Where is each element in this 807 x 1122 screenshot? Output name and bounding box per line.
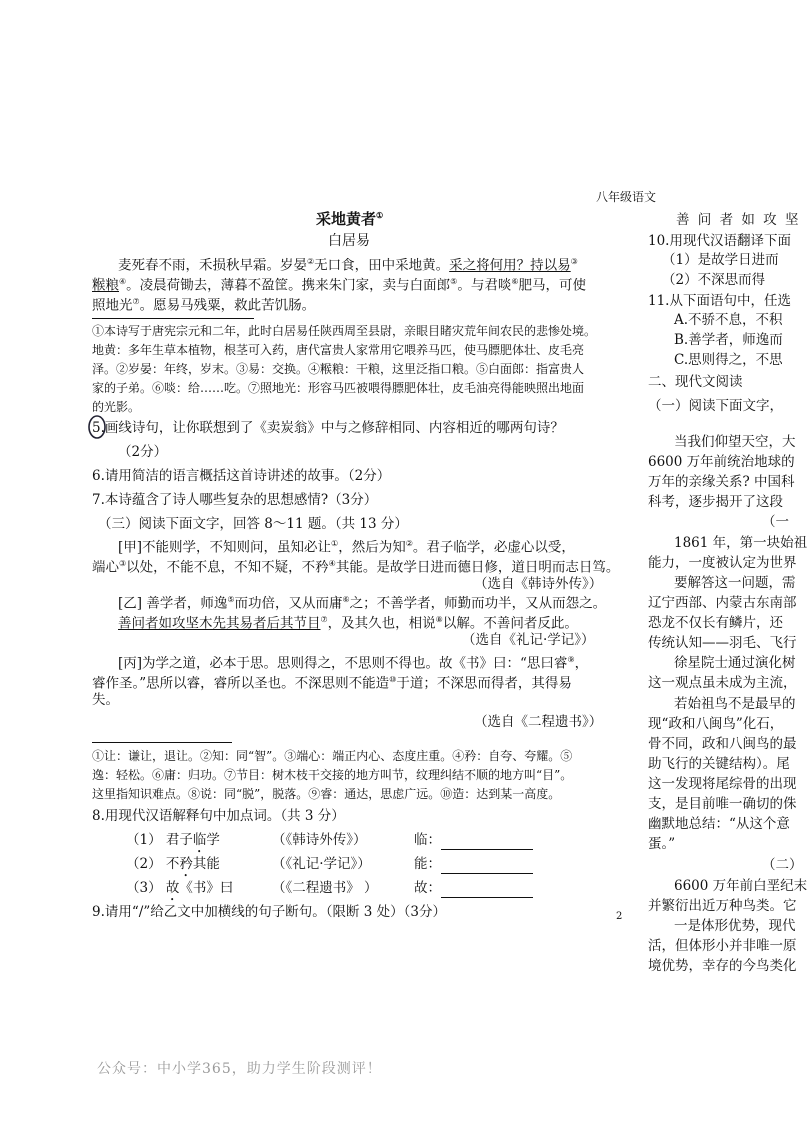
right-line-9: 二、现代文阅读 [648, 374, 743, 390]
q8-row-3: （3） 故《书》曰 [126, 880, 234, 896]
poem-title [316, 208, 383, 229]
right-line-3: （1）是故学日进而 [662, 252, 779, 268]
yi-line-1: [乙] 善学者，师逸⑤而功倍，又从而庸⑥之；不善学者，师勤而功半，又从而怨之。 [118, 595, 607, 612]
poem-note-1: ①本诗写于唐宪宗元和二年，此时白居易任陕西周至县尉，亲眼目睹灾荒年间农民的悲惨处境。 [92, 324, 597, 338]
right-line-20: 恐龙不仅长有鳞片，还 [648, 615, 783, 631]
right-line-32: （二） [762, 857, 803, 873]
right-line-15: （一 [762, 514, 789, 530]
bing-line-2: 睿作圣。”思所以睿，睿所以圣也。不深思则不能造⑩于道；不深思而得者，其得易 [92, 675, 572, 692]
right-line-10: （一）阅读下面文字， [648, 398, 783, 414]
question-9: 9.请用“/”给乙文中加横线的句子断句。（限断 3 处）（3分） [92, 904, 446, 920]
poem-note-3: 泽。②岁晏：年终，岁末。③易：交换。④糇粮：干粮，这里泛指口粮。⑤白面郎：指富贵人 [92, 362, 585, 376]
jia-source: （选自《韩诗外传》） [474, 576, 603, 592]
right-line-6: A.不骄不息，不积 [674, 312, 783, 328]
right-line-5: 11.从下面语句中，任选 [648, 293, 791, 309]
poem-note-5: 的光影。 [92, 400, 141, 414]
right-line-7: B.善学者，师逸而 [674, 332, 783, 348]
bing-source: （选自《二程遗书》） [474, 714, 603, 730]
right-line-28: 这一发现将尾综骨的出现 [648, 776, 797, 792]
right-line-35: 一是体形优势，现代 [674, 918, 796, 934]
grade-label: 八年级语文 [596, 190, 657, 204]
q8-row-2-answer: 能： [414, 854, 533, 874]
question-6: 6.请用简洁的语言概括这首诗讲述的故事。（2分） [92, 468, 391, 484]
q8-row-2-source: （《礼记·学记》） [272, 856, 371, 872]
right-line-16: 1861 年，第一块始祖 [674, 535, 807, 551]
q8-row-1: （1） 君子临学 [126, 832, 220, 848]
right-line-1: 善 问 者 如 攻 坚 [676, 212, 801, 228]
poem-note-2: 地黄：多年生草本植物，根茎可入药，唐代富贵人家常用它喂养马匹，使马膘肥体壮、皮毛亮 [92, 343, 585, 357]
right-line-34: 并繁衍出近万种鸟类。它 [648, 898, 797, 914]
right-line-8: C.思则得之，不思 [674, 352, 783, 368]
right-line-22: 徐星院士通过演化树 [674, 655, 796, 671]
passage-note-2: 逸：轻松。⑥庸：归功。⑦节目：树木枝干交接的地方叫节，纹理纠结不顺的地方叫“目”。 [92, 768, 573, 782]
question-5: 5. 画线诗句，让你联想到了《卖炭翁》中与之修辞相同、内容相近的哪两句诗？ [92, 418, 564, 438]
right-line-30: 幽默地总结：“从这个意 [648, 816, 790, 832]
notes-divider-1 [92, 318, 254, 319]
right-line-23: 这一观点虽未成为主流， [648, 675, 797, 691]
handwritten-circle-icon [86, 414, 108, 440]
right-line-14: 科考，逐步揭开了这段 [648, 494, 783, 510]
poem-title-note: ① [376, 210, 384, 220]
right-line-36: 活，但体形小并非唯一原 [648, 938, 797, 954]
right-page-column [622, 0, 807, 1122]
right-line-24: 若始祖鸟不是最早的 [674, 696, 796, 712]
right-line-11: 当我们仰望天空，大 [674, 434, 796, 450]
right-line-33: 6600 万年前白垩纪末 [674, 878, 807, 894]
q8-answer-blank-1[interactable] [441, 835, 533, 850]
q8-row-2: （2） 不矜其能 [126, 856, 220, 872]
right-line-25: 现“政和八闽鸟”化石， [648, 716, 784, 732]
page-number: 2 [616, 911, 623, 922]
right-line-12: 6600 万年前统治地球的 [648, 454, 795, 470]
right-line-31: 蛋。” [648, 836, 676, 852]
right-line-37: 境优势，幸存的今鸟类化 [648, 958, 797, 974]
poem-author: 白居易 [328, 233, 370, 249]
jia-line-1: [甲]不能则学，不知则问，虽知必让①，然后为知②。君子临学，必虚心以受， [118, 539, 575, 556]
right-line-13: 万年的亲缘关系? 中国科 [648, 474, 795, 490]
right-line-4: （2）不深思而得 [662, 272, 766, 288]
right-line-26: 骨不同，政和八闽鸟的最 [648, 736, 797, 752]
right-line-21: 传统认知——羽毛、飞行 [648, 635, 797, 651]
section-3-heading: （三）阅读下面文字，回答 8～11 题。（共 13 分） [98, 516, 408, 532]
q8-row-3-source: （《二程遗书》 ） [272, 880, 378, 896]
watermark: 公众号：中小学365，助力学生阶段测评！ [97, 1061, 382, 1077]
question-8: 8.用现代汉语解释句中加点词。（共 3 分） [92, 808, 345, 824]
q8-answer-blank-2[interactable] [441, 859, 533, 874]
poem-title-text: 采地黄者 [316, 210, 377, 228]
poem-line-2: 糇粮④。凌晨荷锄去，薄暮不盈筐。携来朱门家，卖与白面郎⑤。与君啖⑥肥马，可使 [92, 277, 587, 294]
right-line-2: 10.用现代汉语翻译下面 [648, 233, 791, 249]
right-line-17: 能力，一度被认定为世界 [648, 555, 797, 571]
passage-note-1: ①让：谦让，退让。②知：同“智”。③端心：端正内心、态度庄重。④矜：自夸、夸耀。⑤ [92, 749, 573, 763]
q8-answer-blank-3[interactable] [441, 883, 533, 898]
right-line-18: 要解答这一问题，需 [674, 575, 796, 591]
bing-line-3: 失。 [92, 692, 119, 708]
bing-line-1: [丙]为学之道，必本于思。思则得之，不思则不得也。故《书》曰：“思曰睿⑨， [118, 655, 589, 672]
right-line-27: 助飞行的关键结构）。尾 [648, 756, 790, 772]
passage-note-3: 这里指知识难点。⑧说：同“脱”，脱落。⑨睿：通达，思虑广远。⑩造：达到某一高度。 [92, 787, 561, 801]
q5-points: （2分） [118, 444, 168, 460]
right-line-19: 辽宁西部、内蒙古东南部 [648, 595, 797, 611]
poem-note-4: 家的子弟。⑥啖：给……吃。⑦照地光：形容马匹被喂得膘肥体壮，皮毛油亮得能映照出地面 [92, 381, 585, 395]
q5-number: 5. [92, 418, 105, 438]
right-line-29: 支，是目前唯一确切的侏 [648, 796, 797, 812]
q8-row-1-answer: 临： [414, 830, 533, 850]
q8-row-1-source: （《韩诗外传》） [272, 832, 367, 848]
poem-line-3: 照地光⑦。愿易马残粟，救此苦饥肠。 [92, 297, 316, 314]
yi-source: （选自《礼记·学记》） [462, 632, 595, 648]
q8-row-3-answer: 故： [414, 878, 533, 898]
notes-divider-2 [92, 742, 232, 743]
question-7: 7.本诗蕴含了诗人哪些复杂的思想感情?（3分） [92, 492, 378, 508]
jia-line-2: 端心③以处，不能不息，不知不疑，不矜④其能。是故学日进而德日修，道日明而志日笃。 [92, 559, 620, 576]
yi-line-2: 善问者如攻坚木先其易者后其节目⑦，及其久也，相说⑧以解。不善问者反此。 [118, 615, 578, 632]
poem-line-1: 麦死春不雨，禾损秋早霜。岁晏②无口食，田中采地黄。采之将何用？持以易③ [118, 257, 578, 274]
